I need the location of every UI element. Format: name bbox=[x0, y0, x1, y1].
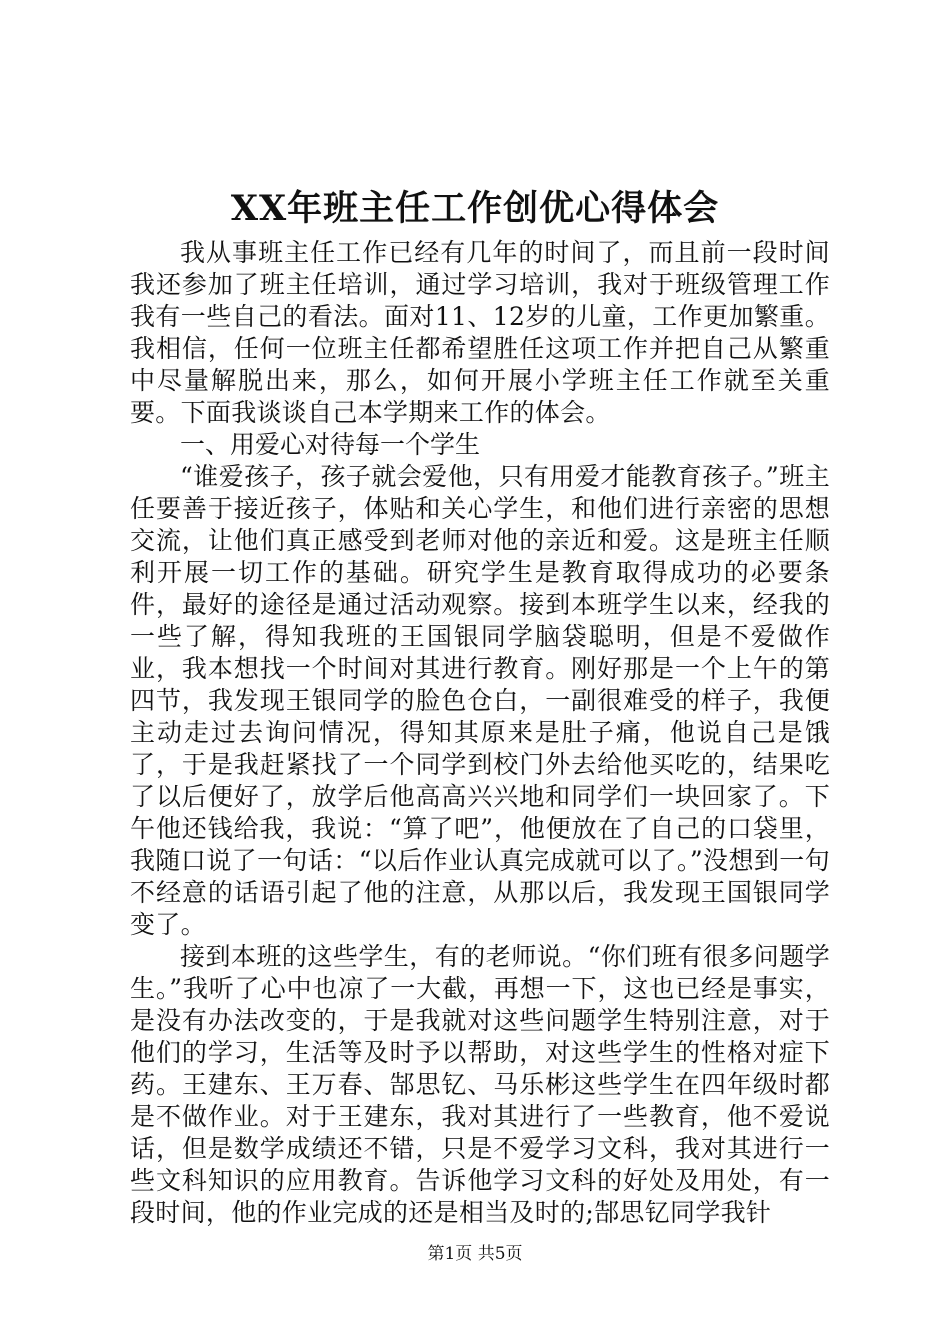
section-heading-1: 一、用爱心对待每一个学生 bbox=[180, 430, 481, 459]
page-footer: 第1页 共5页 bbox=[427, 1244, 523, 1264]
document-body bbox=[130, 237, 830, 1229]
paragraph-problem-students: 接到本班的这些学生，有的老师说。“你们班有很多问题学生。”我听了心中也凉了一大截，再想一下，这也已经是事实，是没有办法改变的，于是我就对这些问题学生特别注意，对于他们的学习，生活等及时予以帮助，对这些学生的性格对症下药。王建东、王万春、郜思钇、马乐彬这些学生在四年级时都是不做作业。对于王建东，我对其进行了一些教育，他不爱说话，但是数学成绩还不错，只是不爱学习文科，我对其进行一些文科知识的应用教育。告诉他学习文科的好处及用处，有一段时间，他的作业完成的还是相当及时的;郜思钇同学我针 bbox=[130, 942, 830, 1227]
paragraph-love-students: “谁爱孩子，孩子就会爱他，只有用爱才能教育孩子。”班主任要善于接近孩子，体贴和关心学生，和他们进行亲密的思想交流，让他们真正感受到老师对他的亲近和爱。这是班主任顺利开展一切工作的基础。研究学生是教育取得成功的必要条件，最好的途径是通过活动观察。接到本班学生以来，经我的一些了解，得知我班的王国银同学脑袋聪明，但是不爱做作业，我本想找一个时间对其进行教育。刚好那是一个上午的第四节，我发现王银同学的脸色仓白，一副很难受的样子，我便主动走过去询问情况，得知其原来是肚子痛，他说自己是饿了，于是我赶紧找了一个同学到校门外去给他买吃的，结果吃了以后便好了，放学后他高高兴兴地和同学们一块回家了。下午他还钱给我，我说：“算了吧”，他便放在了自己的口袋里，我随口说了一句话：“以后作业认真完成就可以了。”没想到一句不经意的话语引起了他的注意，从那以后，我发现王国银同学变了。 bbox=[130, 462, 830, 939]
document-title: XX年班主任工作创优心得体会 bbox=[230, 188, 720, 229]
paragraph-intro: 我从事班主任工作已经有几年的时间了，而且前一段时间我还参加了班主任培训，通过学习培训，我对于班级管理工作我有一些自己的看法。面对11、12岁的儿童，工作更加繁重。我相信，任何一位班主任都希望胜任这项工作并把自己从繁重中尽量解脱出来，那么，如何开展小学班主任工作就至关重要。下面我谈谈自己本学期来工作的体会。 bbox=[130, 238, 830, 427]
